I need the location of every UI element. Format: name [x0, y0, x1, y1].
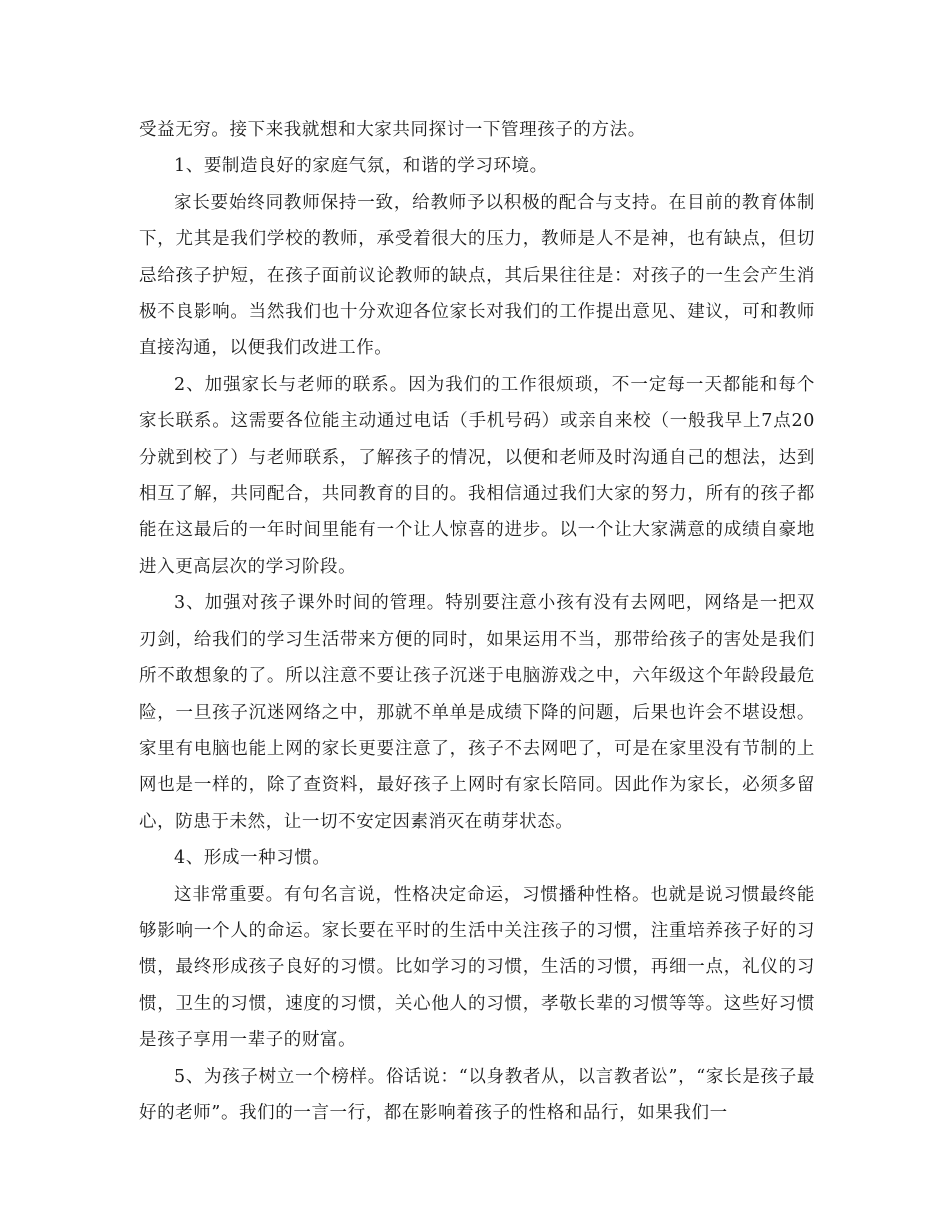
paragraph-body-4: 这非常重要。有句名言说，性格决定命运，习惯播种性格。也就是说习惯最终能够影响一个人的命运。家长要在平时的生活中关注孩子的习惯，注重培养孩子好的习惯，最终形成孩子良好的习惯。比如学习的习惯，生活的习惯，再细一点，礼仪的习惯，卫生的习惯，速度的习惯，关心他人的习惯，孝敬长辈的习惯等等。这些好习惯是孩子享用一辈子的财富。 [139, 884, 815, 1051]
paragraph-heading-5: 5、为孩子树立一个榜样。俗话说：“以身教者从，以言教者讼”，“家长是孩子最好的老师”。我们的一言一行，都在影响着孩子的性格和品行，如果我们一 [139, 1066, 815, 1123]
document-body [139, 112, 815, 1131]
paragraph-body-1: 家长要始终同教师保持一致，给教师予以积极的配合与支持。在目前的教育体制下，尤其是我们学校的教师，承受着很大的压力，教师是人不是神，也有缺点，但切忌给孩子护短，在孩子面前议论教师的缺点，其后果往往是：对孩子的一生会产生消极不良影响。当然我们也十分欢迎各位家长对我们的工作提出意见、建议，可和教师直接沟通，以便我们改进工作。 [139, 192, 815, 359]
paragraph-heading-3: 3、加强对孩子课外时间的管理。特别要注意小孩有没有去网吧，网络是一把双刃剑，给我们的学习生活带来方便的同时，如果运用不当，那带给孩子的害处是我们所不敢想象的了。所以注意不要让孩子沉迷于电脑游戏之中，六年级这个年龄段最危险，一旦孩子沉迷网络之中，那就不单单是成绩下降的问题，后果也许会不堪设想。家里有电脑也能上网的家长更要注意了，孩子不去网吧了，可是在家里没有节制的上网也是一样的，除了查资料，最好孩子上网时有家长陪同。因此作为家长，必须多留心，防患于未然，让一切不安定因素消灭在萌芽状态。 [139, 593, 815, 832]
paragraph-heading-4: 4、形成一种习惯。 [174, 848, 331, 869]
paragraph-continuation: 受益无穷。接下来我就想和大家共同探讨一下管理孩子的方法。 [139, 120, 646, 140]
paragraph-heading-1: 1、要制造良好的家庭气氛，和谐的学习环境。 [174, 156, 548, 177]
paragraph-heading-2: 2、加强家长与老师的联系。因为我们的工作很烦琐，不一定每一天都能和每个家长联系。这需要各位能主动通过电话（手机号码）或亲自来校（一般我早上7点20分就到校了）与老师联系，了解孩子的情况，以便和老师及时沟通自己的想法，达到相互了解，共同配合，共同教育的目的。我相信通过我们大家的努力，所有的孩子都能在这最后的一年时间里能有一个让人惊喜的进步。以一个让大家满意的成绩自豪地进入更高层次的学习阶段。 [139, 374, 815, 577]
